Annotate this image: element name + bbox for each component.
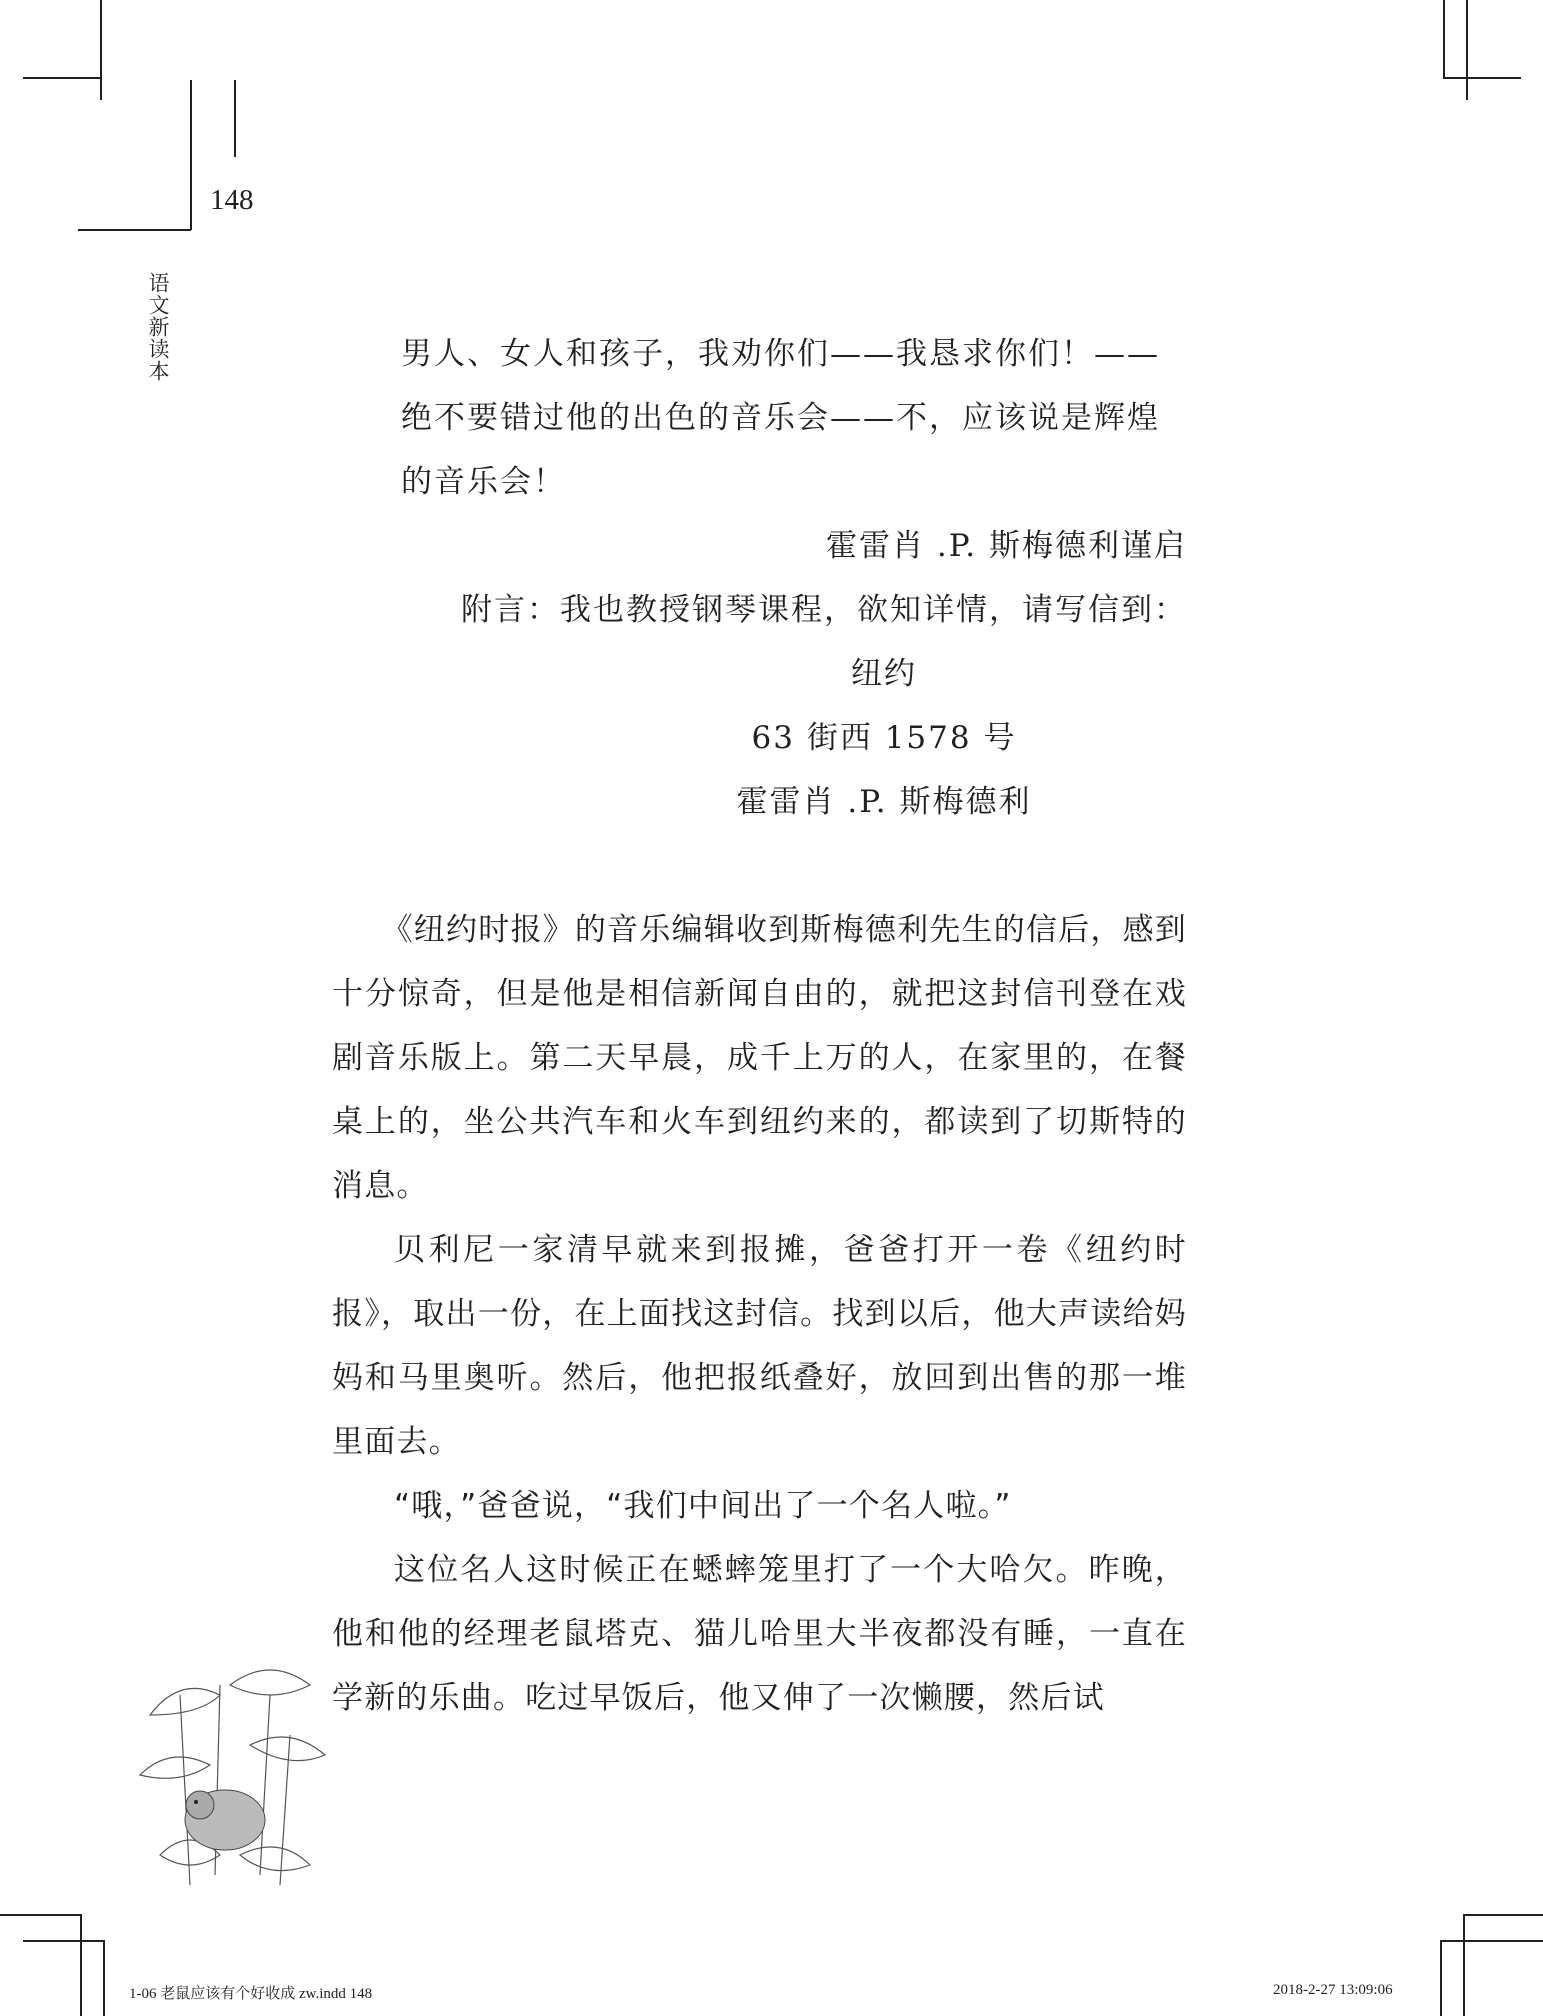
letter-paragraph: 男人、女人和孩子，我劝你们——我恳求你们！——绝不要错过他的出色的音乐会——不，应该说是辉煌的音乐会！: [401, 336, 1160, 500]
paragraph: 贝利尼一家清早就来到报摊，爸爸打开一卷《纽约时报》，取出一份，在上面找这封信。找到以后，他大声读给妈妈和马里奥听。然后，他把报纸叠好，放回到出售的那一堆里面去。: [332, 1232, 1187, 1460]
letter-block: [401, 322, 1187, 834]
paragraph: “哦，”爸爸说，“我们中间出了一个名人啦。”: [394, 1488, 1012, 1524]
letter-postscript: 附言：我也教授钢琴课程，欲知详情，请写信到：: [461, 592, 1187, 628]
paragraph: 这位名人这时候正在蟋蟀笼里打了一个大哈欠。昨晚，他和他的经理老鼠塔克、猫儿哈里大半夜都没有睡，一直在学新的乐曲。吃过早饭后，他又伸了一次懒腰，然后试: [332, 1552, 1187, 1716]
book-title-vertical: 语文新读本: [146, 272, 170, 382]
body-text: [332, 898, 1187, 1730]
address-street: 63 街西 1578 号: [751, 720, 1017, 756]
footer-filename: 1-06 老鼠应该有个好收成 zw.indd 148: [129, 1986, 373, 2002]
footer-timestamp: 2018-2-27 13:09:06: [1273, 1982, 1393, 1998]
paragraph: 《纽约时报》的音乐编辑收到斯梅德利先生的信后，感到十分惊奇，但是他是相信新闻自由的，就把这封信刊登在戏剧音乐版上。第二天早晨，成千上万的人，在家里的，在餐桌上的，坐公共汽车和火车到纽约来的，都读到了切斯特的消息。: [332, 912, 1187, 1204]
letter-signature: 霍雷肖 .P. 斯梅德利谨启: [826, 528, 1187, 564]
address-name: 霍雷肖 .P. 斯梅德利: [736, 784, 1032, 820]
mouse-illustration: [120, 1655, 335, 1905]
page-number: 148: [210, 184, 254, 216]
address-city: 纽约: [851, 656, 917, 692]
